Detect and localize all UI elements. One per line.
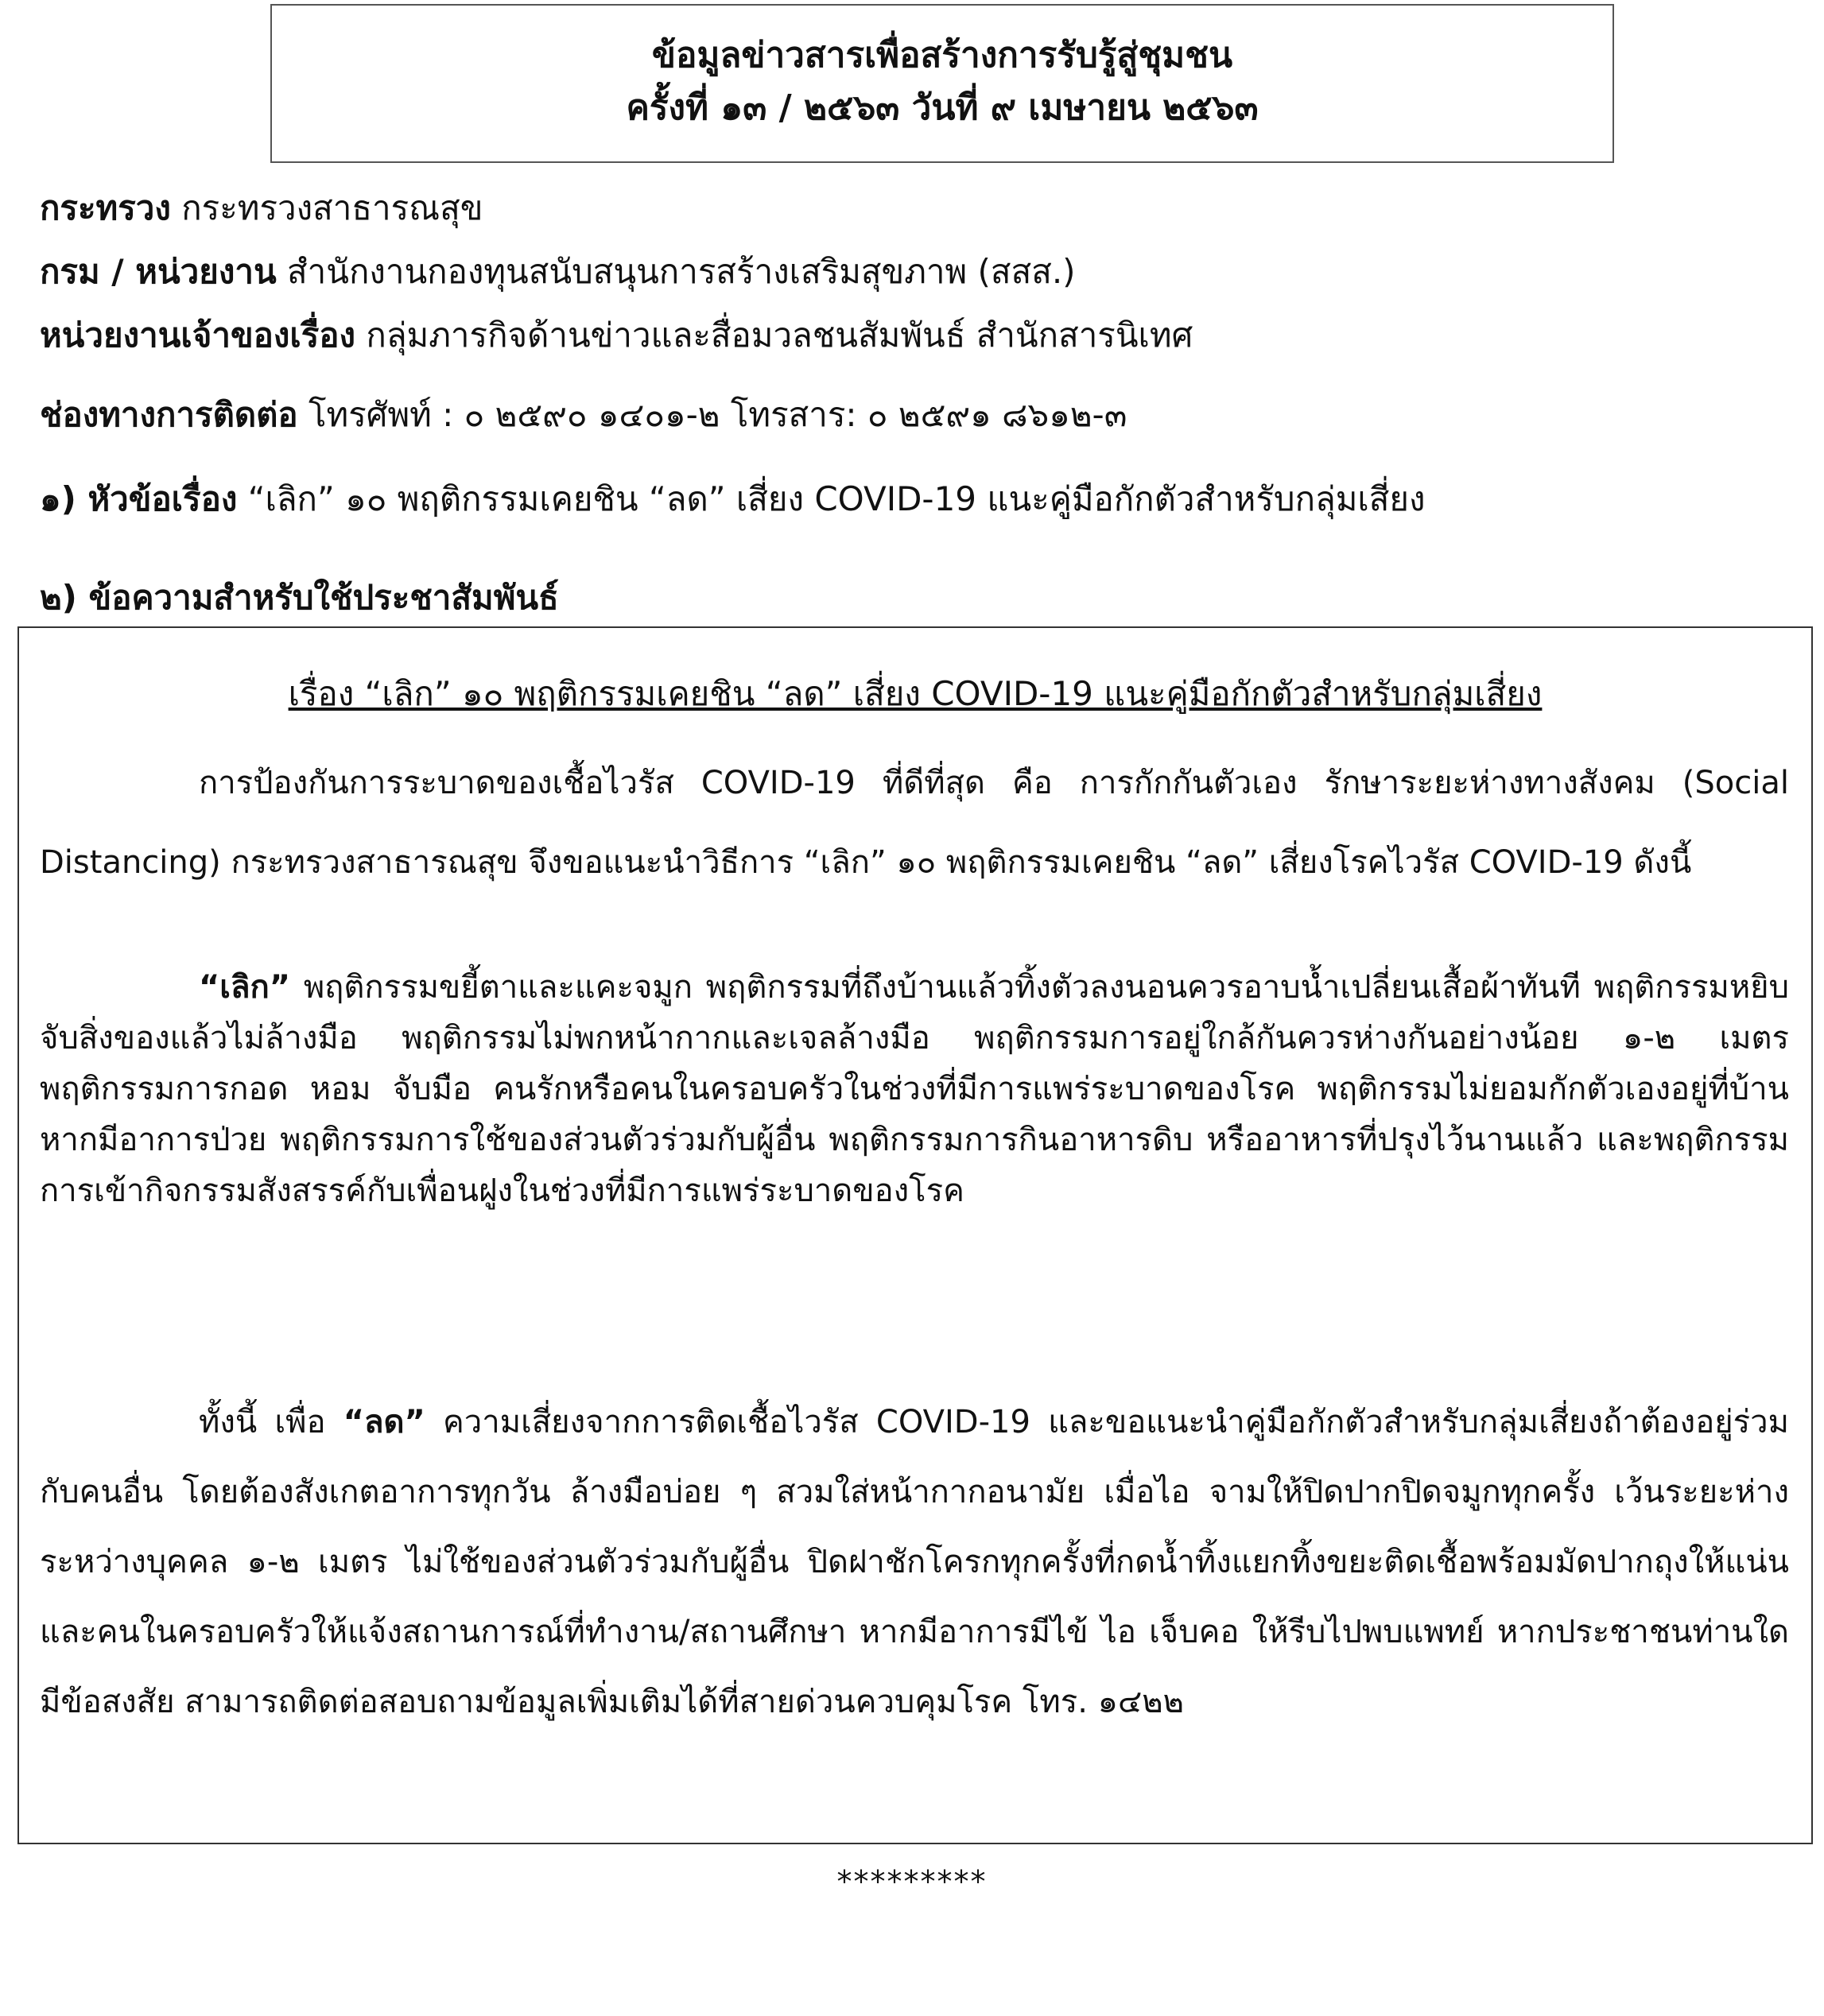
pr-heading [40,574,559,622]
topic-value: “เลิก” ๑๐ พฤติกรรมเคยชิน “ลด” เสี่ยง COVID-19 แนะคู่มือกักตัวสำหรับกลุ่มเสี่ยง [247,479,1426,518]
paragraph-2-text: พฤติกรรมขยี้ตาและแคะจมูก พฤติกรรมที่ถึงบ้านแล้วทิ้งตัวลงนอนควรอาบน้ำเปลี่ยนเสื้อผ้าทันที พฤติกรรมหยิบจับสิ่งของแล้วไม่ล้างมือ พฤติกรรมไม่พกหน้ากากและเจลล้างมือ พฤติกรรมการอยู่ใกล้กันควรห่างกันอย่างน้อย ๑-๒ เมตร พฤติกรรมการกอด หอม จับมือ คนรักหรือคนในครอบครัวในช่วงที่มีการแพร่ระบาดของโรค พฤติกรรมไม่ยอมกักตัวเองอยู่ที่บ้าน หากมีอาการป่วย พฤติกรรมการใช้ของส่วนตัวร่วมกับผู้อื่น พฤติกรรมการกินอาหารดิบ หรืออาหารที่ปรุงไว้นานแล้ว และพฤติกรรมการเข้ากิจกรรมสังสรรค์กับเพื่อนฝูงในช่วงที่มีการแพร่ระบาดของโรค [40,969,1790,1209]
department-label: กรม / หน่วยงาน [40,252,277,291]
paragraph-1-text: การป้องกันการระบาดของเชื้อไวรัส COVID-19 ที่ดีที่สุด คือ การกักกันตัวเอง รักษาระยะห่างทางสังคม (Social Distancing) กระทรวงสาธารณสุข จึงขอแนะนำวิธีการ “เลิก” ๑๐ พฤติกรรมเคยชิน “ลด” เสี่ยงโรคไวรัส COVID-19 ดังนี้ [40,765,1789,881]
department-line [40,248,1076,296]
owner-line [40,312,1193,359]
department-value: สำนักงานกองทุนสนับสนุนการสร้างเสริมสุขภาพ (สสส.) [287,252,1076,291]
pr-label: ๒) ข้อความสำหรับใช้ประชาสัมพันธ์ [40,578,559,617]
paragraph-3-text: ความเสี่ยงจากการติดเชื้อไวรัส COVID-19 และขอแนะนำคู่มือกักตัวสำหรับกลุ่มเสี่ยงถ้าต้องอยู่ร่วมกับคนอื่น โดยต้องสังเกตอาการทุกวัน ล้างมือบ่อย ๆ สวมใส่หน้ากากอนามัย เมื่อไอ จามให้ปิดปากปิดจมูกทุกครั้ง เว้นระยะห่างระหว่างบุคคล ๑-๒ เมตร ไม่ใช้ของส่วนตัวร่วมกับผู้อื่น ปิดฝาชักโครกทุกครั้งที่กดน้ำทิ้งแยกทิ้งขยะติดเชื้อพร้อมมัดปากถุงให้แน่น และคนในครอบครัวให้แจ้งสถานการณ์ที่ทำงาน/สถานศึกษา หากมีอาการมีไข้ ไอ เจ็บคอ ให้รีบไปพบแพทย์ หากประชาชนท่านใดมีข้อสงสัย สามารถติดต่อสอบถามข้อมูลเพิ่มเติมได้ที่สายด่วนควบคุมโรค โทร. ๑๔๒๒ [40,1404,1789,1720]
paragraph-3-lead: ทั้งนี้ เพื่อ [199,1404,326,1440]
article-paragraph-1 [40,743,1789,902]
ministry-line [40,184,483,232]
topic-line [40,475,1426,523]
contact-value: โทรศัพท์ : ๐ ๒๕๙๐ ๑๔๐๑-๒ โทรสาร: ๐ ๒๕๙๑ ๘๖๑๒-๓ [309,395,1127,434]
header-title-line1: ข้อมูลข่าวสารเพื่อสร้างการรับรู้สู่ชุมชน [651,35,1233,76]
article-title: เรื่อง “เลิก” ๑๐ พฤติกรรมเคยชิน “ลด” เสี่ยง COVID-19 แนะคู่มือกักตัวสำหรับกลุ่มเสี่ยง [288,674,1543,713]
end-marker: ********* [836,1864,988,1899]
topic-label: ๑) หัวข้อเรื่อง [40,479,238,518]
ministry-label: กระทรวง [40,188,171,227]
press-release-box [17,626,1813,1844]
reduce-keyword: “ลด” [343,1404,425,1440]
owner-label: หน่วยงานเจ้าของเรื่อง [40,316,356,355]
ministry-value: กระทรวงสาธารณสุข [181,188,483,227]
header-title-line2: ครั้งที่ ๑๓ / ๒๕๖๓ วันที่ ๙ เมษายน ๒๕๖๓ [626,87,1259,128]
quit-keyword: “เลิก” [199,969,290,1006]
article-paragraph-2 [40,962,1789,1216]
contact-label: ช่องทางการติดต่อ [40,395,298,434]
contact-line [40,391,1127,439]
header-box [270,4,1614,163]
owner-value: กลุ่มภารกิจด้านข่าวและสื่อมวลชนสัมพันธ์ สำนักสารนิเทศ [366,316,1193,355]
article-paragraph-3 [40,1387,1789,1737]
